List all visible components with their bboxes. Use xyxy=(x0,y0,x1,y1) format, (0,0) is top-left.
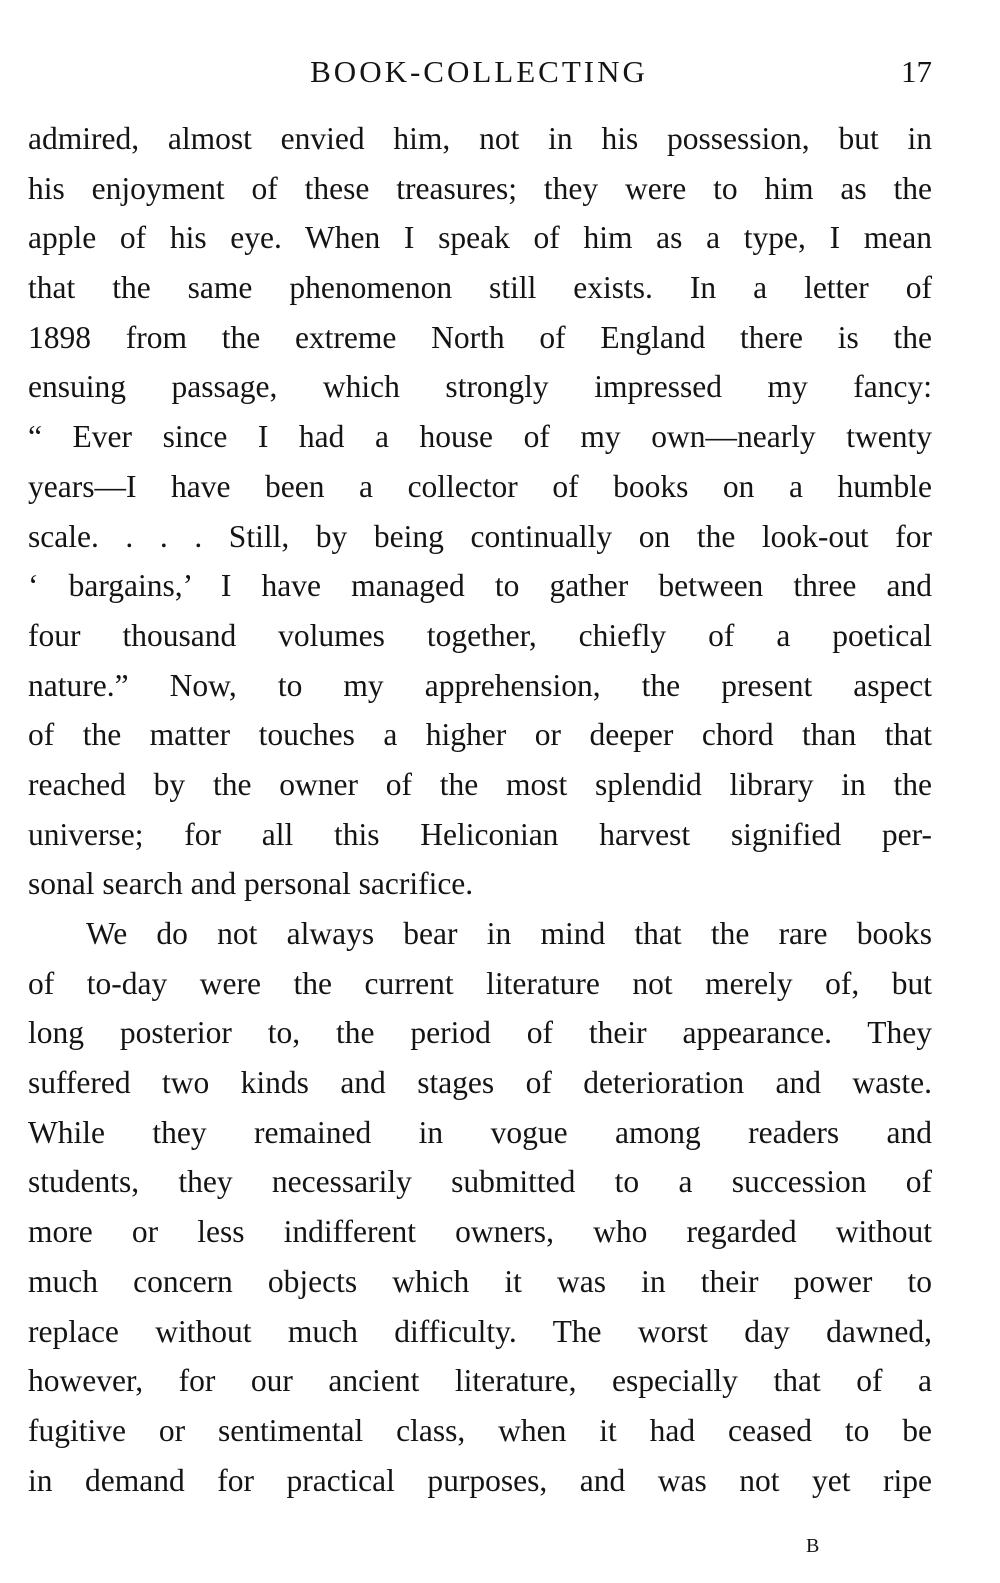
text-line: of the matter touches a higher or deeper chord than that xyxy=(28,717,932,753)
text-line: fugitive or sentimental class, when it had ceased to be xyxy=(28,1412,932,1448)
page-number: 17 xyxy=(901,54,932,89)
text-line: admired, almost envied him, not in his possession, but in xyxy=(28,121,932,156)
text-line: replace without much difficulty. The worst day dawned, xyxy=(28,1313,932,1349)
text-line: of to-day were the current literature not merely of, but xyxy=(28,965,932,1001)
text-line: sonal search and personal sacrifice. xyxy=(28,866,474,902)
text-line: more or less indifferent owners, who regarded without xyxy=(28,1214,932,1250)
text-line: ‘ bargains,’ I have managed to gather between three and xyxy=(28,568,932,604)
text-line: four thousand volumes together, chiefly of a poetical xyxy=(28,617,932,653)
text-line: in demand for practical purposes, and was not yet ripe xyxy=(28,1462,932,1498)
text-line: that the same phenomenon still exists. In a letter of xyxy=(28,270,932,306)
text-line: apple of his eye. When I speak of him as a type, I mean xyxy=(28,220,932,256)
text-line: however, for our ancient literature, especially that of a xyxy=(28,1363,932,1399)
paragraph-2 xyxy=(28,909,932,1505)
paragraph-1 xyxy=(28,114,932,909)
running-title: BOOK-COLLECTING xyxy=(310,54,648,89)
text-line: We do not always bear in mind that the rare books xyxy=(86,916,932,951)
text-line: “ Ever since I had a house of my own—nearly twenty xyxy=(28,419,932,455)
text-line: his enjoyment of these treasures; they were to him as the xyxy=(28,170,932,206)
signature-mark: B xyxy=(806,1535,820,1557)
body-text xyxy=(28,114,932,1505)
text-line: suffered two kinds and stages of deterioration and waste. xyxy=(28,1065,932,1101)
text-line: nature.” Now, to my apprehension, the present aspect xyxy=(28,667,932,703)
text-line: students, they necessarily submitted to a succession of xyxy=(28,1164,932,1200)
text-line: reached by the owner of the most splendid library in the xyxy=(28,766,932,802)
text-line: scale. . . . Still, by being continually on the look-out for xyxy=(28,518,932,554)
text-line: long posterior to, the period of their appearance. They xyxy=(28,1015,932,1051)
text-line: universe; for all this Heliconian harvest signified per- xyxy=(28,816,932,852)
text-line: ensuing passage, which strongly impressed my fancy: xyxy=(28,369,932,405)
text-line: much concern objects which it was in their power to xyxy=(28,1263,932,1299)
text-line: While they remained in vogue among readers and xyxy=(28,1114,932,1150)
text-line: 1898 from the extreme North of England there is the xyxy=(28,319,932,355)
running-head xyxy=(0,52,1000,92)
text-line: years—I have been a collector of books on a humble xyxy=(28,468,932,504)
